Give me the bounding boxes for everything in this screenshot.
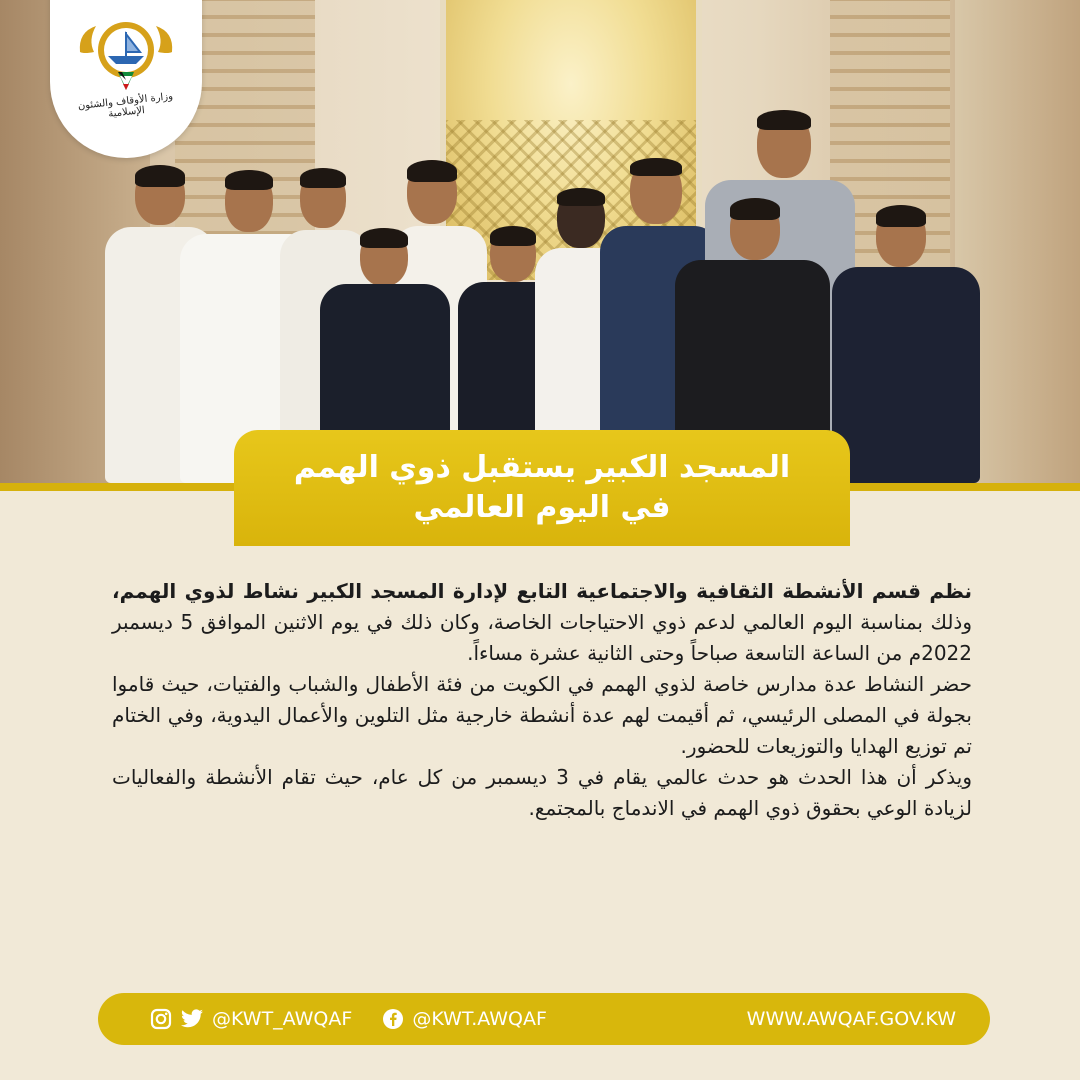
article-lead-bold: نظم قسم الأنشطة الثقافية والاجتماعية التابع لإدارة المسجد الكبير نشاط لذوي الهمم، bbox=[112, 579, 972, 603]
instagram-icon bbox=[150, 1008, 172, 1030]
page-title-line-2: في اليوم العالمي bbox=[413, 490, 671, 525]
twitter-icon bbox=[180, 1009, 204, 1029]
emblem-icon bbox=[74, 18, 178, 98]
facebook-link[interactable] bbox=[382, 1008, 547, 1030]
article-body bbox=[112, 576, 972, 824]
article-paragraph-1 bbox=[112, 576, 972, 669]
instagram-twitter-handle: @KWT_AWQAF bbox=[212, 1008, 353, 1030]
social-handles bbox=[150, 1008, 547, 1030]
title-banner bbox=[234, 430, 850, 546]
facebook-icon bbox=[382, 1008, 404, 1030]
article-paragraph-2: حضر النشاط عدة مدارس خاصة لذوي الهمم في الكويت من فئة الأطفال والشباب والفتيات، حيث قاموا بجولة في المصلى الرئيسي، ثم أقيمت لهم عدة أنشطة خارجية مثل التلوين والأعمال اليدوية، وفي الختام تم توزيع الهدايا والتوزيعات للحضور. bbox=[112, 672, 972, 758]
logo-script-text: وزارة الأوقاف والشئون الإسلامية bbox=[77, 91, 174, 120]
article-paragraph-3: ويذكر أن هذا الحدث هو حدث عالمي يقام في 3 ديسمبر من كل عام، حيث تقام الأنشطة والفعاليات لزيادة الوعي بحقوق ذوي الهمم في الاندماج بالمجتمع. bbox=[112, 765, 972, 820]
page-title-line-1: المسجد الكبير يستقبل ذوي الهمم bbox=[293, 450, 791, 485]
facebook-handle: @KWT.AWQAF bbox=[412, 1008, 547, 1030]
instagram-twitter-link[interactable] bbox=[150, 1008, 352, 1030]
ministry-logo bbox=[50, 0, 202, 158]
article-lead-rest: وذلك بمناسبة اليوم العالمي لدعم ذوي الاحتياجات الخاصة، وكان ذلك في يوم الاثنين الموافق 5 ديسمبر 2022م من الساعة التاسعة صباحاً وحتى الثانية عشرة مساءاً. bbox=[112, 610, 972, 665]
website-link[interactable]: WWW.AWQAF.GOV.KW bbox=[746, 1008, 956, 1030]
footer-bar bbox=[98, 993, 990, 1045]
person bbox=[832, 205, 980, 483]
hero-photo bbox=[0, 0, 1080, 483]
